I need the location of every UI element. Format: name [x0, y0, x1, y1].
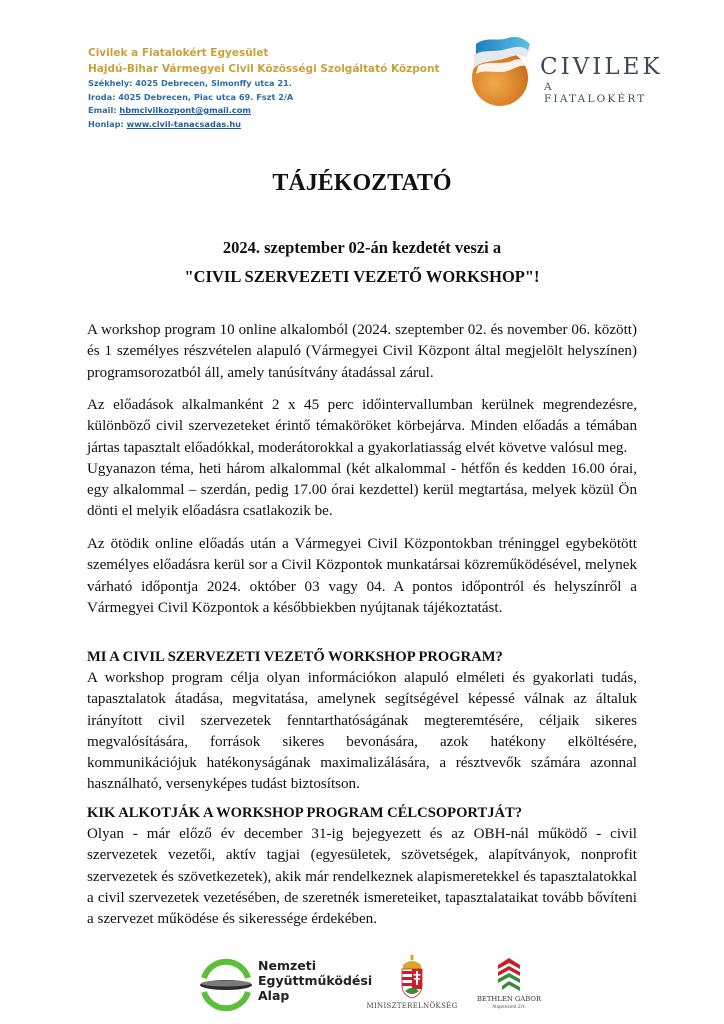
nea-ring-icon — [196, 954, 256, 1014]
email-line — [88, 104, 440, 118]
civilek-logo — [468, 32, 663, 112]
in-person-text: Az ötödik online előadás után a Vármegyei Civil Központokban tréninggel egybekötött személyes előadásra kerül sor a Civil Központok munkatársai közreműködésével, melynek várható időpontja 2024. október 03 vagy 04. A pontos időpontról és helyszínről a Vármegyei Civil Központok a későbbiekben nyújtanak tájékoztatást. — [87, 536, 637, 616]
bethlen-gabor-sublabel: Alapkezelő Zrt. — [492, 1005, 526, 1010]
seat-address: Székhely: 4025 Debrecen, Simonffy utca 21. — [88, 78, 292, 88]
nea-line3: Alap — [258, 988, 290, 1003]
miniszterelnokseg-logo — [357, 955, 467, 1015]
civilek-globe-icon — [468, 32, 540, 112]
section-heading-what-is: MI A CIVIL SZERVEZETI VEZETŐ WORKSHOP PROGRAM? — [87, 649, 503, 665]
intro-paragraph — [87, 320, 637, 384]
logo-word-civilek: CIVILEK — [540, 54, 663, 80]
organization-header — [88, 45, 440, 131]
office-address: Iroda: 4025 Debrecen, Piac utca 69. Fszt 2/A — [88, 91, 294, 102]
bethlen-gabor-icon — [494, 955, 524, 993]
intro-text: A workshop program 10 online alkalomból (2024. szeptember 02. és november 06. között) és 1 személyes részvételen alapuló (Vármegyei Civil Központ által megjelölt helyszínen) programsorozatból áll, amely tanúsítvány átadással zárul. — [87, 322, 637, 381]
website-label: Honlap: — [88, 118, 127, 129]
lectures-text-1: Az előadások alkalmanként 2 x 45 perc időintervallumban kerülnek megrendezésre, különböző civil szervezeteket érintő témaköröket körbejárva. Minden előadás a témában jártas tapasztalt előadókkal, moderátorokkal a gyakorlatiasság elvét követve valósul meg. — [87, 397, 637, 456]
email-link[interactable]: hbmcivilkozpont@gmail.com — [119, 105, 251, 115]
in-person-paragraph — [87, 534, 637, 619]
nea-text — [258, 958, 372, 1003]
section-target-group-text: Olyan - már előző év december 31-ig bejegyezett és az OBH-nál működő - civil szervezetek vezetői, aktív tagjai (egyesületek, szövetségek, alapítványok, nonprofit szervezetek és szövetkezetek), akik már rendelkeznek alapismeretekkel és tapasztalatokkal a civil szervezetek vezetésében, de szeretnék ismereteiket, tapasztalataikat tovább bővíteni a szervezet működése és sikeressége érdekében. — [87, 826, 637, 928]
logo-word-a-fiatalokert: A FIATALOKÉRT — [544, 81, 647, 105]
bethlen-gabor-logo — [474, 955, 544, 1015]
nea-line1: Nemzeti — [258, 958, 316, 973]
website-link[interactable]: www.civil-tanacsadas.hu — [126, 118, 241, 129]
website-line — [88, 118, 440, 132]
email-label: Email: — [88, 105, 120, 115]
subtitle-date: 2024. szeptember 02-án kezdetét veszi a — [222, 238, 502, 257]
lectures-paragraph — [87, 395, 637, 523]
org-name: Civilek a Fiatalokért Egyesület — [88, 47, 269, 59]
section-what-is-text: A workshop program célja olyan információkon alapuló elméleti és gyakorlati tudás, tapasztalatok átadása, megvitatása, amelynek segítségével képessé válnak az általuk irányított civil szervezetek fenntarthatóságának megteremtésére, céljaik sikeres megvalósítására, források sikeres bevonására, azok hatékony elköltésére, kommunikációjuk hatékonyságának maximalizálására, a résztvevők számára azonnal használható, versenyképes tudást biztosítson. — [87, 670, 637, 793]
page-title: TÁJÉKOZTATÓ — [272, 170, 452, 196]
nea-line2: Együttműködési — [258, 973, 373, 988]
section-what-is-body — [87, 668, 637, 796]
bethlen-gabor-label: BETHLEN GÁBOR — [476, 995, 542, 1003]
ministry-label: MINISZTERELNÖKSÉG — [366, 1002, 458, 1010]
hungarian-coat-of-arms-icon — [397, 955, 427, 999]
center-name: Hajdú-Bihar Vármegyei Civil Közösségi Szolgáltató Központ — [88, 63, 440, 75]
section-heading-target-group: KIK ALKOTJÁK A WORKSHOP PROGRAM CÉLCSOPORTJÁT? — [87, 805, 523, 821]
section-target-group-body — [87, 824, 637, 930]
subtitle-workshop: "CIVIL SZERVEZETI VEZETŐ WORKSHOP"! — [184, 267, 540, 286]
lectures-text-2: Ugyanazon téma, heti három alkalommal (két alkalommal - hétfőn és kedden 16.00 órai, egy alkalommal – szerdán, pedig 17.00 órai kezdettel) kerül megtartása, melyek közül Ön dönti el melyik előadásra csatlakozik be. — [87, 460, 637, 520]
